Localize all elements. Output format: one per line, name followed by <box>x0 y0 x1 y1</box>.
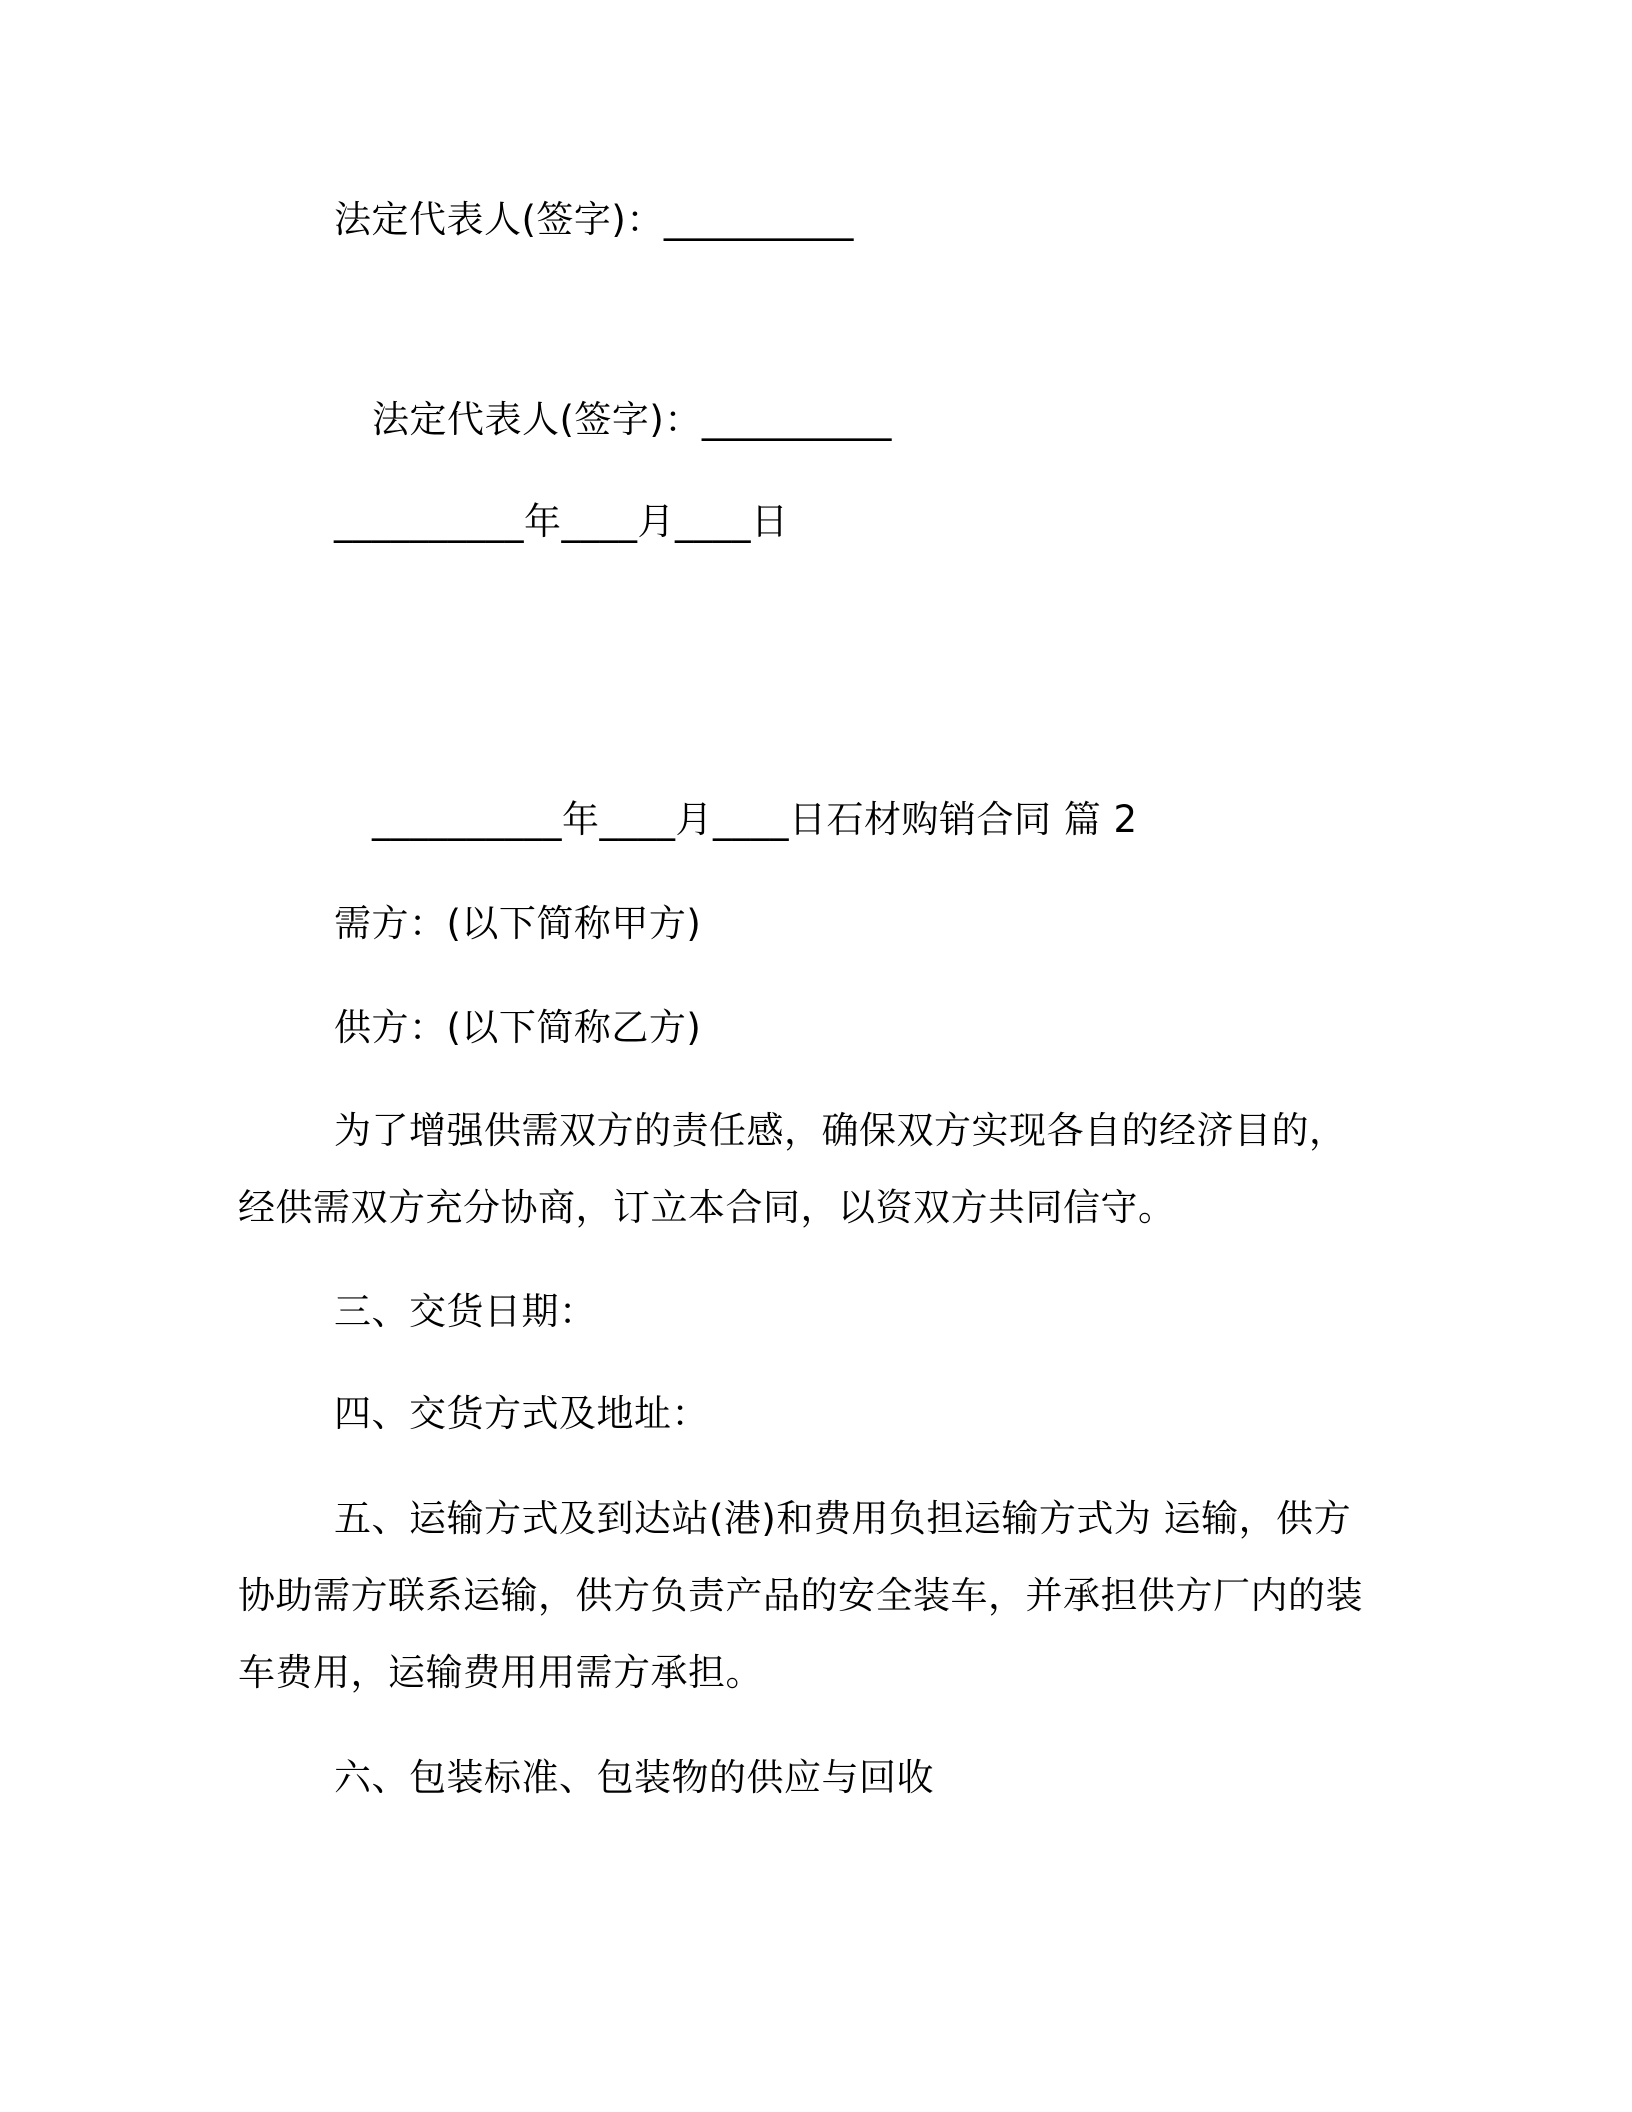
supplier-party-line: 供方：(以下简称乙方) <box>334 1006 702 1049</box>
legal-representative-signature-2: 法定代表人(签字)：__________ <box>372 398 892 441</box>
preamble-text: 为了增强供需双方的责任感，确保双方实现各自的经济目的，经供需双方充分协商，订立本合同，以资双方共同信守。 <box>238 1109 1347 1229</box>
buyer-party-line: 需方：(以下简称甲方) <box>334 902 702 945</box>
clause-6-packaging: 六、包装标准、包装物的供应与回收 <box>334 1756 934 1799</box>
clause-5-paragraph <box>238 1480 1378 1711</box>
preamble-paragraph <box>238 1092 1378 1246</box>
contract-section-title: __________年____月____日石材购销合同 篇 2 <box>372 798 1138 841</box>
legal-representative-signature-1: 法定代表人(签字)：__________ <box>334 198 854 241</box>
clause-3-delivery-date: 三、交货日期： <box>334 1290 597 1333</box>
signing-date-line: __________年____月____日 <box>334 500 789 543</box>
clause-5-transport-text: 五、运输方式及到达站(港)和费用负担运输方式为 运输，供方协助需方联系运输，供方负责产品的安全装车，并承担供方厂内的装车费用，运输费用用需方承担。 <box>238 1497 1363 1694</box>
clause-4-delivery-method: 四、交货方式及地址： <box>334 1392 709 1435</box>
